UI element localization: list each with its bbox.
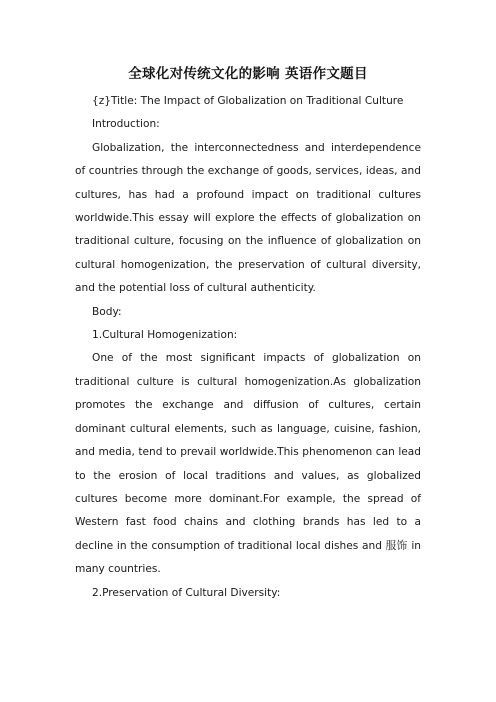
introduction-paragraph: Globalization, the interconnectedness and interdependence of countries through the exchange of goods, services, ideas, and cultures, has had a profound impact on traditional cultures worldwide.This essay will explore the effects of globalization on traditional culture, focusing on the influence of globalization on cultural homogenization, the preservation of cultural diversity, and the potential loss of cultural authenticity. [75, 141, 421, 295]
section-2-heading: 2.Preservation of Cultural Diversity: [92, 586, 281, 599]
body-heading: Body: [92, 305, 122, 318]
introduction-heading: Introduction: [92, 118, 160, 131]
essay-title-line: {z}Title: The Impact of Globalization on Traditional Culture [92, 95, 404, 107]
section-1-heading: 1.Cultural Homogenization: [92, 329, 238, 342]
document-body [75, 90, 421, 605]
section-1-paragraph: One of the most significant impacts of globalization on traditional culture is cultural homogenization.As globalization promotes the exchange and diffusion of cultures, certain dominant cultural elements, such as language, cuisine, fashion, and media, tend to prevail worldwide.This phenomenon can lead to the erosion of local traditions and values, as globalized cultures become more dominant.For example, the spread of Western fast food chains and clothing brands has led to a decline in the consumption of traditional local dishes and 服饰 in many countries. [75, 352, 421, 576]
document-title: 全球化对传统文化的影响 英语作文题目 [128, 66, 368, 82]
